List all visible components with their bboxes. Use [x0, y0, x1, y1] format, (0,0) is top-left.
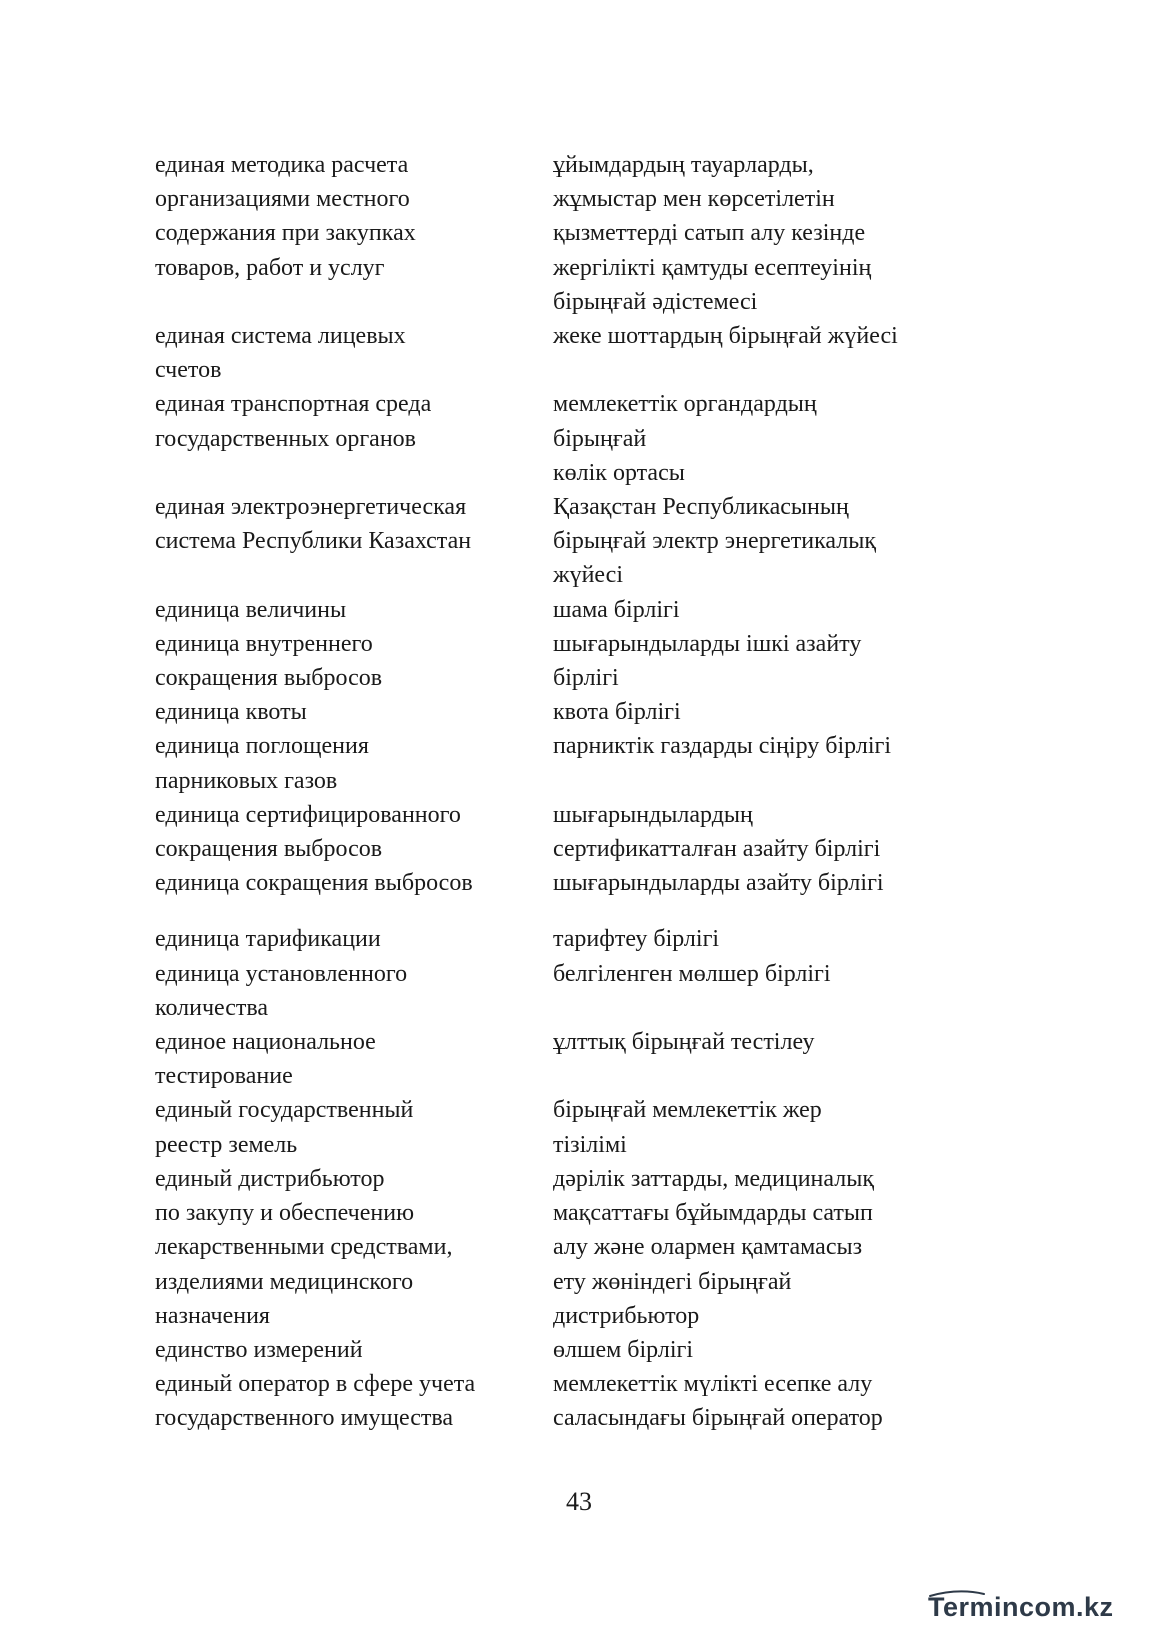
term-kz: бірыңғай мемлекеттік жер тізілімі [553, 1097, 822, 1158]
term-ru: единая транспортная среда государственных органов [155, 391, 432, 452]
term-ru: единица квоты [155, 699, 307, 726]
glossary-list [155, 148, 995, 1436]
term-kz: ұйымдардың тауарларды, жұмыстар мен көрсетілетін қызметтерді сатып алу кезінде жергілікті қамтуды есептеуінің бірыңғай әдістемесі [553, 152, 872, 315]
page-number: 43 [566, 1487, 592, 1516]
term-kz: Қазақстан Республикасының бірыңғай электр энергетикалық жүйесі [553, 494, 877, 589]
glossary-entry [155, 1367, 995, 1435]
glossary-entry [155, 957, 995, 1025]
term-ru: единая методика расчета организациями местного содержания при закупках товаров, работ и услуг [155, 152, 416, 281]
glossary-entry [155, 1025, 995, 1093]
term-kz: тарифтеу бірлігі [553, 926, 720, 953]
glossary-entry [155, 1162, 995, 1333]
glossary-entry [155, 798, 995, 866]
term-kz: шама бірлігі [553, 596, 680, 623]
term-kz: шығарындыларды ішкі азайту бірлігі [553, 630, 862, 692]
term-kz: шығарындылардың сертификатталған азайту бірлігі [553, 801, 881, 863]
term-ru: единица тарификации [155, 926, 381, 953]
watermark-text: Termincom.kz [928, 1592, 1114, 1622]
glossary-entry [155, 866, 995, 900]
term-kz: өлшем бірлігі [553, 1336, 694, 1363]
glossary-entry [155, 1093, 995, 1161]
term-kz: мемлекеттік мүлікті есепке алу саласындағы бірыңғай оператор [553, 1371, 883, 1432]
glossary-entry [155, 148, 995, 319]
term-kz: шығарындыларды азайту бірлігі [553, 870, 884, 897]
term-ru: единство измерений [155, 1336, 363, 1363]
term-ru: единица сокращения выбросов [155, 870, 473, 897]
term-ru: единый оператор в сфере учета государственного имущества [155, 1371, 476, 1432]
term-ru: единица величины [155, 596, 347, 623]
term-ru: единое национальное тестирование [155, 1029, 376, 1090]
glossary-entry [155, 490, 995, 593]
term-ru: единица внутреннего сокращения выбросов [155, 630, 383, 692]
glossary-entry [155, 627, 995, 695]
term-kz: мемлекеттік органдардың бірыңғай көлік ортасы [553, 391, 817, 486]
glossary-entry [155, 695, 995, 729]
glossary-entry [155, 387, 995, 490]
glossary-entry [155, 593, 995, 627]
term-kz: белгіленген мөлшер бірлігі [553, 960, 831, 987]
glossary-entry [155, 922, 995, 956]
term-ru: единый дистрибьютор по закупу и обеспечению лекарственными средствами, изделиями медицинского назначения [155, 1165, 453, 1329]
term-ru: единая электроэнергетическая система Республики Казахстан [155, 494, 472, 555]
term-kz: парниктік газдарды сіңіру бірлігі [553, 733, 892, 760]
term-ru: единица сертифицированного сокращения выбросов [155, 801, 461, 863]
glossary-entry [155, 319, 995, 387]
term-ru: единый государственный реестр земель [155, 1097, 414, 1158]
term-ru: единица поглощения парниковых газов [155, 733, 369, 794]
magnifier-icon [928, 1585, 1138, 1629]
term-ru: единая система лицевых счетов [155, 323, 406, 384]
term-ru: единица установленного количества [155, 960, 408, 1021]
term-kz: квота бірлігі [553, 699, 681, 726]
glossary-entry [155, 1333, 995, 1367]
glossary-entry [155, 729, 995, 797]
term-kz: ұлттық бірыңғай тестілеу [553, 1029, 815, 1056]
term-kz: дәрілік заттарды, медициналық мақсаттағы бұйымдарды сатып алу және олармен қамтамасыз ету жөніндегі бірыңғай дистрибьютор [553, 1165, 875, 1329]
term-kz: жеке шоттардың бірыңғай жүйесі [553, 323, 898, 350]
termincom-logo [928, 1585, 1138, 1629]
